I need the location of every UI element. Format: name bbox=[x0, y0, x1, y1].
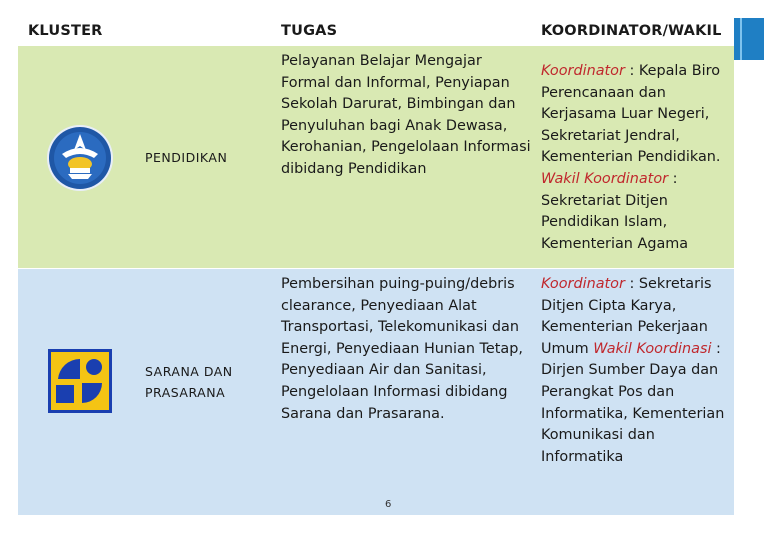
table-header bbox=[18, 18, 734, 46]
page-number: 6 bbox=[385, 499, 392, 510]
tasks-text: Pembersihan puing-puing/debris clearance, Penyediaan Alat Transportasi, Telekomunikasi dan Energi, Penyediaan Hunian Tetap, Penyediaan Air dan Sanitasi, Pengelolaan Informasi dibidang Sarana dan Prasarana. bbox=[281, 276, 523, 422]
table-row-pendidikan bbox=[18, 46, 734, 269]
tasks-text: Pelayanan Belajar Mengajar Formal dan Informal, Penyiapan Sekolah Darurat, Bimbingan dan Penyuluhan bagi Anak Dewasa, Kerohanian, Pengelolaan Informasi dibidang Pendidikan bbox=[281, 53, 531, 177]
deputy-value: : Sekretariat Ditjen Pendidikan Islam, Kementerian Agama bbox=[541, 170, 689, 252]
header-koordinator: KOORDINATOR/WAKIL bbox=[541, 23, 722, 39]
coordinator-value: : Sekretaris Ditjen Cipta Karya, Kementerian Pekerjaan Umum bbox=[541, 276, 712, 357]
coordinator-label: Koordinator bbox=[541, 276, 625, 292]
header-tugas: TUGAS bbox=[281, 23, 338, 39]
coordinator-block bbox=[541, 274, 731, 468]
coordinator-label: Koordinator bbox=[541, 63, 625, 79]
coordinator-value: : Kepala Biro Perencanaan dan Kerjasama Luar Negeri, Sekretariat Jendral, Kementerian Pendidikan. bbox=[541, 63, 721, 166]
tut-wuri-handayani-logo-icon bbox=[46, 124, 114, 196]
coordinator-block bbox=[541, 61, 733, 255]
cluster-label: SARANA DAN PRASARANA bbox=[145, 364, 233, 400]
table-row-sarana bbox=[18, 269, 734, 515]
deputy-value: : Dirjen Sumber Daya dan Perangkat Pos dan Informatika, Kementerian Komunikasi dan Informatika bbox=[541, 340, 725, 465]
deputy-label: Wakil Koordinator bbox=[541, 170, 669, 187]
cluster-label: PENDIDIKAN bbox=[145, 150, 228, 165]
pekerjaan-umum-logo-icon bbox=[48, 349, 112, 417]
header-kluster: KLUSTER bbox=[28, 23, 103, 39]
deputy-label: Wakil Koordinasi bbox=[593, 340, 712, 357]
corner-accent-bar bbox=[734, 18, 764, 60]
